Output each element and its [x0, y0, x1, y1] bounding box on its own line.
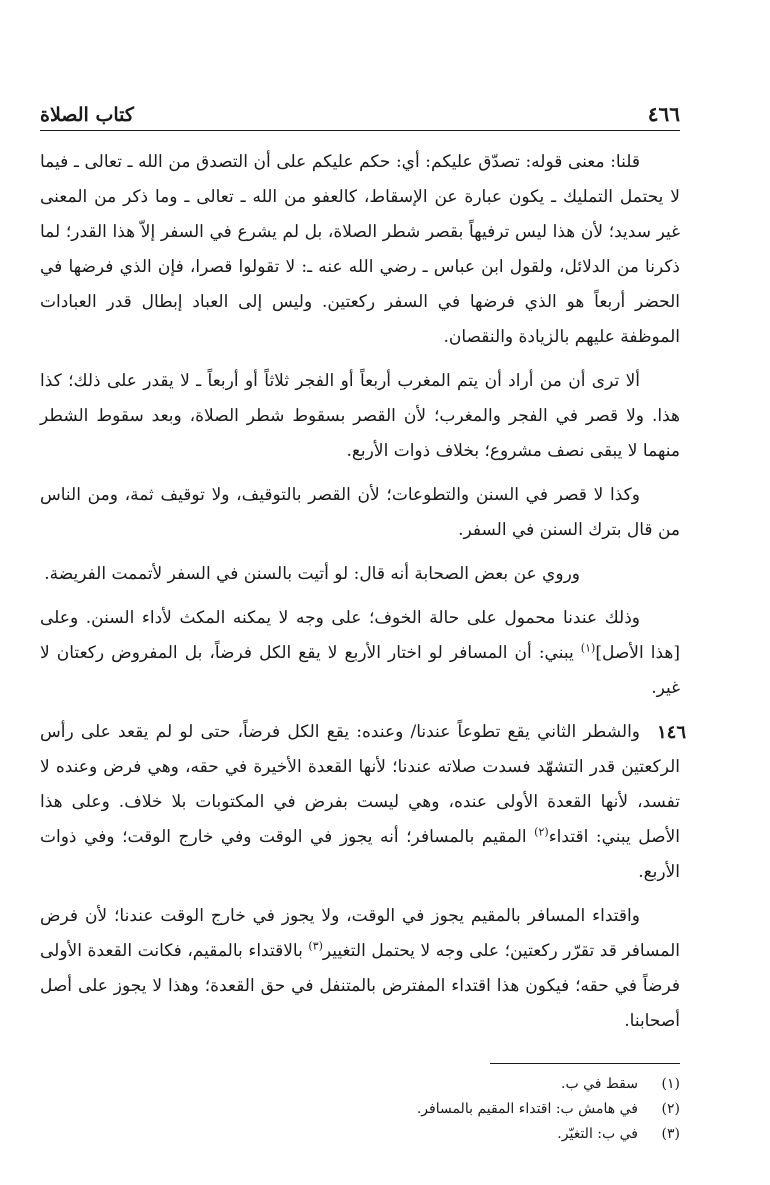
footnote-number: (١) [661, 1076, 680, 1092]
paragraph-5 [40, 601, 680, 706]
paragraph-6-text-b: المقيم بالمسافر؛ أنه يجوز في الوقت وفي خارج الوقت؛ وفي ذوات الأربع. [40, 827, 680, 882]
footnote-ref-1: (١) [580, 641, 596, 655]
paragraph-6 [40, 715, 686, 890]
page-number: ٤٦٦ [647, 102, 680, 126]
footnote [40, 1072, 680, 1097]
paragraph-7-text-a: واقتداء المسافر بالمقيم يجوز في الوقت، ولا يجوز في خارج الوقت عندنا؛ لأن فرض المسافر قد تقرّر ركعتين؛ على وجه لا يحتمل التغيير [40, 906, 680, 961]
paragraph-5-text-a: وذلك عندنا محمول على حالة الخوف؛ على وجه لا يمكنه المكث لأداء السنن. وعلى [هذا الأصل] [40, 608, 680, 663]
page-header [40, 92, 680, 126]
paragraph-2: ألا ترى أن من أراد أن يتم المغرب أربعاً أو الفجر ثلاثاً أو أربعاً ـ لا يقدر على ذلك؛ كذا هذا. ولا قصر في الفجر والمغرب؛ لأن القصر بسقوط شطر الصلاة، وبعد سقوط الشطر منهما لا يبقى نصف مشروع؛ بخلاف ذوات الأربع. [40, 371, 680, 461]
footnote-number: (٣) [661, 1126, 680, 1142]
paragraph-6-text-a: والشطر الثاني يقع تطوعاً عندنا/ وعنده: يقع الكل فرضاً، حتى لو لم يقعد على رأس الركعتين قدر التشهّد فسدت صلاته عندنا؛ لأنها القعدة الأخيرة في حقه، وهي فرض وعنده لا تفسد، لأنها القعدة الأولى عنده، وهي ليست بفرض في المكتوبات بلا خلاف. وعلى هذا الأصل يبني: اقتداء [40, 722, 680, 847]
running-title: كتاب الصلاة [40, 104, 134, 126]
footnote-rule [490, 1063, 680, 1064]
footnote [40, 1122, 680, 1147]
paragraph-1: قلنا: معنى قوله: تصدّق عليكم: أي: حكم عليكم على أن التصدق من الله ـ تعالى ـ فيما لا يحتمل التمليك ـ يكون عبارة عن الإسقاط، كالعفو من الله ـ تعالى ـ وما ذكر من المعنى غير سديد؛ لأن هذا ليس ترفيهاً بقصر شطر الصلاة، بل لم يشرع في السفر إلاّ هذا القدر؛ لما ذكرنا من الدلائل، ولقول ابن عباس ـ رضي الله عنه ـ: لا تقولوا قصرا، فإن الذي فرضها في الحضر أربعاً هو الذي فرضها في السفر ركعتين. وليس إلى العباد إبطال قدر العبادات الموظفة عليهم بالزيادة والنقصان. [40, 152, 680, 347]
footnote-number: (٢) [661, 1101, 680, 1117]
paragraph-7-text-b: بالاقتداء بالمقيم، فكانت القعدة الأولى فرضاً في حقه؛ فيكون هذا اقتداء المفترض بالمتنفل في حق القعدة؛ وهذا لا يجوز على أصل أصحابنا. [40, 941, 680, 1031]
footnote-text: سقط في ب. [561, 1076, 638, 1092]
footnote-text: في ب: التغيّر. [557, 1126, 638, 1142]
paragraph-7 [40, 899, 680, 1039]
main-text [40, 145, 686, 1039]
footnote-ref-3: (٣) [308, 939, 323, 953]
footnotes [40, 1072, 680, 1147]
footnote-text: في هامش ب: اقتداء المقيم بالمسافر. [416, 1101, 638, 1117]
footnote-ref-2: (٢) [534, 825, 549, 839]
header-rule [40, 130, 680, 131]
paragraph-5-text-b: يبني: أن المسافر لو اختار الأربع لا يقع الكل فرضاً، بل المفروض ركعتان لا غير. [40, 643, 680, 698]
book-page [40, 92, 686, 1147]
footnote [40, 1097, 680, 1122]
paragraph-4: وروي عن بعض الصحابة أنه قال: لو أتيت بالسنن في السفر لأتممت الفريضة. [44, 564, 580, 584]
paragraph-3: وكذا لا قصر في السنن والتطوعات؛ لأن القصر بالتوقيف، ولا توقيف ثمة، ومن الناس من قال بترك السنن في السفر. [40, 485, 680, 540]
margin-folio-number: ١٤٦ [656, 722, 686, 743]
